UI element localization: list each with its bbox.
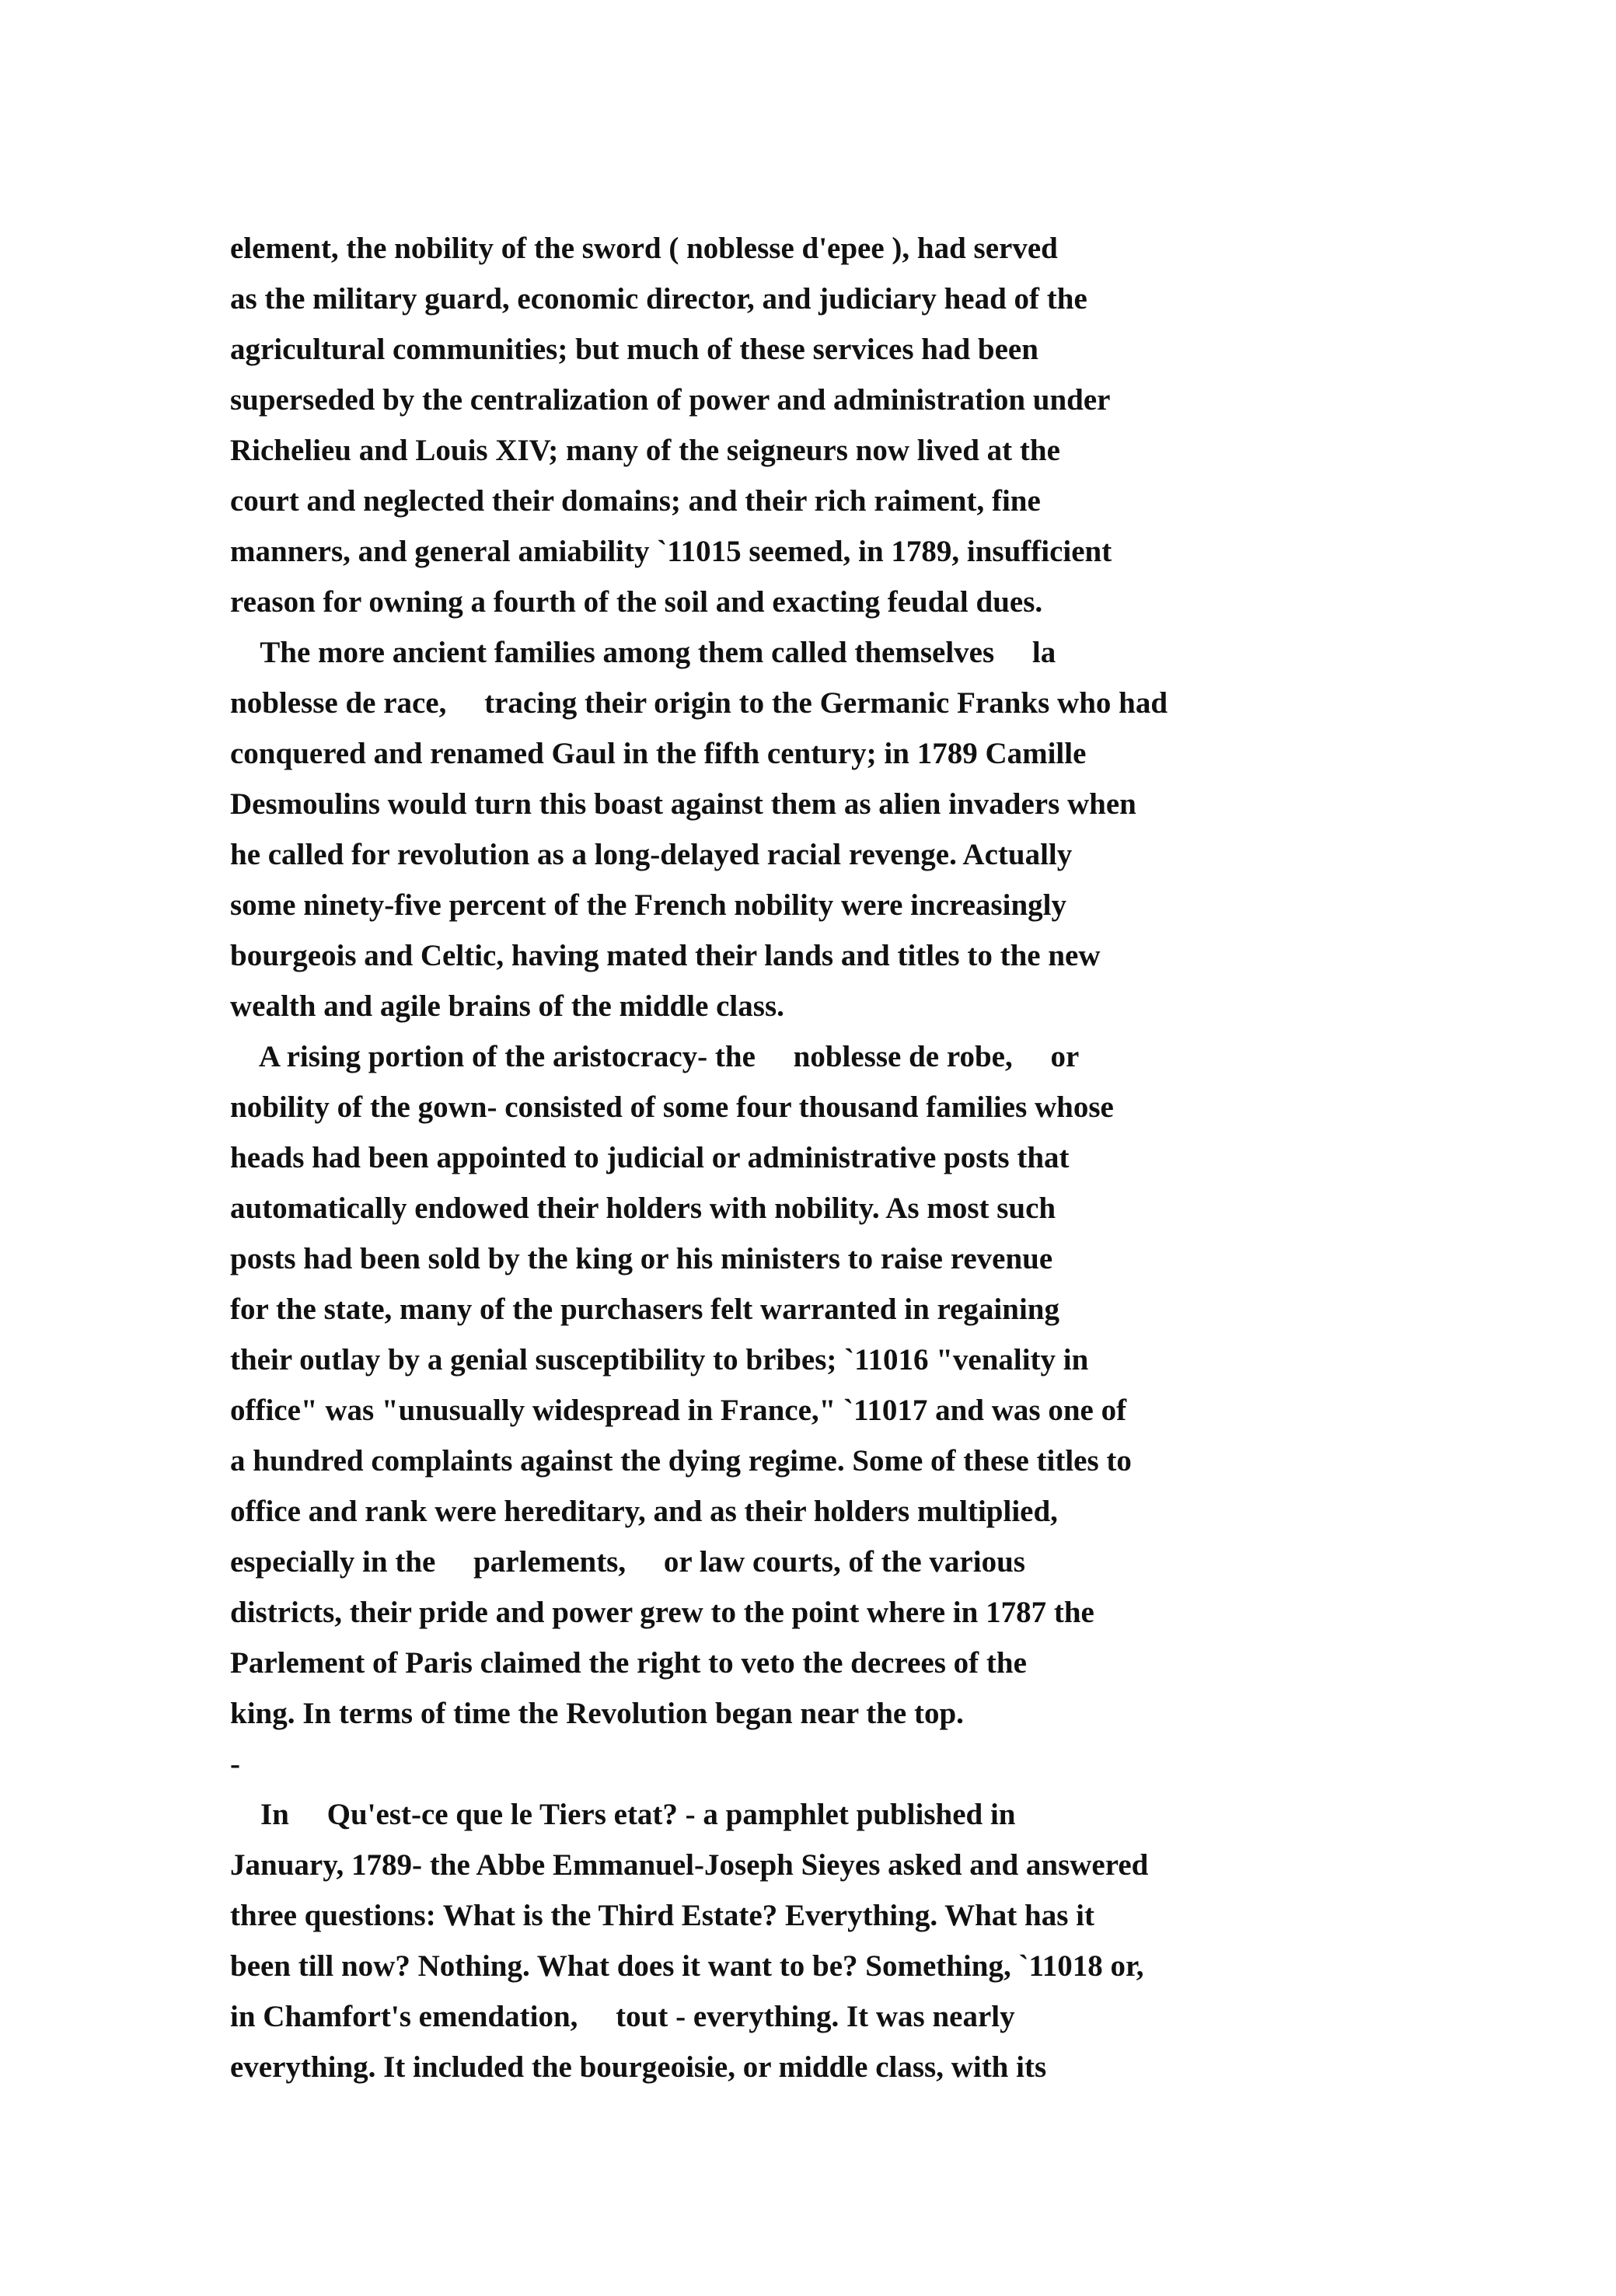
text-line: some ninety-five percent of the French nobility were increasingly [230, 888, 1066, 922]
text-line: In Qu'est-ce que le Tiers etat? - a pamphlet published in [230, 1798, 1016, 1831]
text-line: posts had been sold by the king or his ministers to raise revenue [230, 1242, 1053, 1275]
text-line: The more ancient families among them called themselves la [230, 636, 1056, 669]
text-line: bourgeois and Celtic, having mated their lands and titles to the new [230, 939, 1101, 972]
text-line: districts, their pride and power grew to the point where in 1787 the [230, 1596, 1094, 1629]
text-line: as the military guard, economic director, and judiciary head of the [230, 282, 1087, 316]
text-line: especially in the parlements, or law courts, of the various [230, 1545, 1025, 1579]
body-text [230, 223, 1567, 2092]
text-line: everything. It included the bourgeoisie, or middle class, with its [230, 2050, 1047, 2084]
text-line: nobility of the gown- consisted of some four thousand families whose [230, 1090, 1114, 1124]
text-line: heads had been appointed to judicial or administrative posts that [230, 1141, 1070, 1174]
text-line: manners, and general amiability `11015 seemed, in 1789, insufficient [230, 535, 1112, 568]
text-line: been till now? Nothing. What does it want to be? Something, `11018 or, [230, 1949, 1144, 1983]
text-line: automatically endowed their holders with nobility. As most such [230, 1192, 1056, 1225]
text-line: noblesse de race, tracing their origin to the Germanic Franks who had [230, 686, 1168, 720]
text-line: superseded by the centralization of power and administration under [230, 383, 1111, 417]
text-line: in Chamfort's emendation, tout - everything. It was nearly [230, 2000, 1015, 2033]
text-line: three questions: What is the Third Estate? Everything. What has it [230, 1899, 1094, 1932]
text-line: for the state, many of the purchasers felt warranted in regaining [230, 1293, 1059, 1326]
text-line: office" was "unusually widespread in France," `11017 and was one of [230, 1394, 1127, 1427]
text-line: reason for owning a fourth of the soil and exacting feudal dues. [230, 585, 1043, 619]
text-line: Richelieu and Louis XIV; many of the seigneurs now lived at the [230, 434, 1060, 467]
text-line: - [230, 1747, 240, 1781]
text-line: a hundred complaints against the dying regime. Some of these titles to [230, 1444, 1132, 1478]
text-line: conquered and renamed Gaul in the fifth century; in 1789 Camille [230, 737, 1087, 770]
text-line: Desmoulins would turn this boast against them as alien invaders when [230, 787, 1136, 821]
text-line: A rising portion of the aristocracy- the noblesse de robe, or [230, 1040, 1080, 1073]
text-line: office and rank were hereditary, and as their holders multiplied, [230, 1495, 1058, 1528]
text-line: agricultural communities; but much of these services had been [230, 333, 1038, 366]
text-line: king. In terms of time the Revolution began near the top. [230, 1697, 964, 1730]
text-line: element, the nobility of the sword ( noblesse d'epee ), had served [230, 232, 1058, 265]
text-line: January, 1789- the Abbe Emmanuel-Joseph Sieyes asked and answered [230, 1848, 1149, 1882]
text-line: he called for revolution as a long-delayed racial revenge. Actually [230, 838, 1073, 871]
text-line: their outlay by a genial susceptibility to bribes; `11016 "venality in [230, 1343, 1089, 1377]
text-line: wealth and agile brains of the middle class. [230, 989, 784, 1023]
text-line: Parlement of Paris claimed the right to veto the decrees of the [230, 1646, 1027, 1680]
text-line: court and neglected their domains; and their rich raiment, fine [230, 484, 1041, 518]
